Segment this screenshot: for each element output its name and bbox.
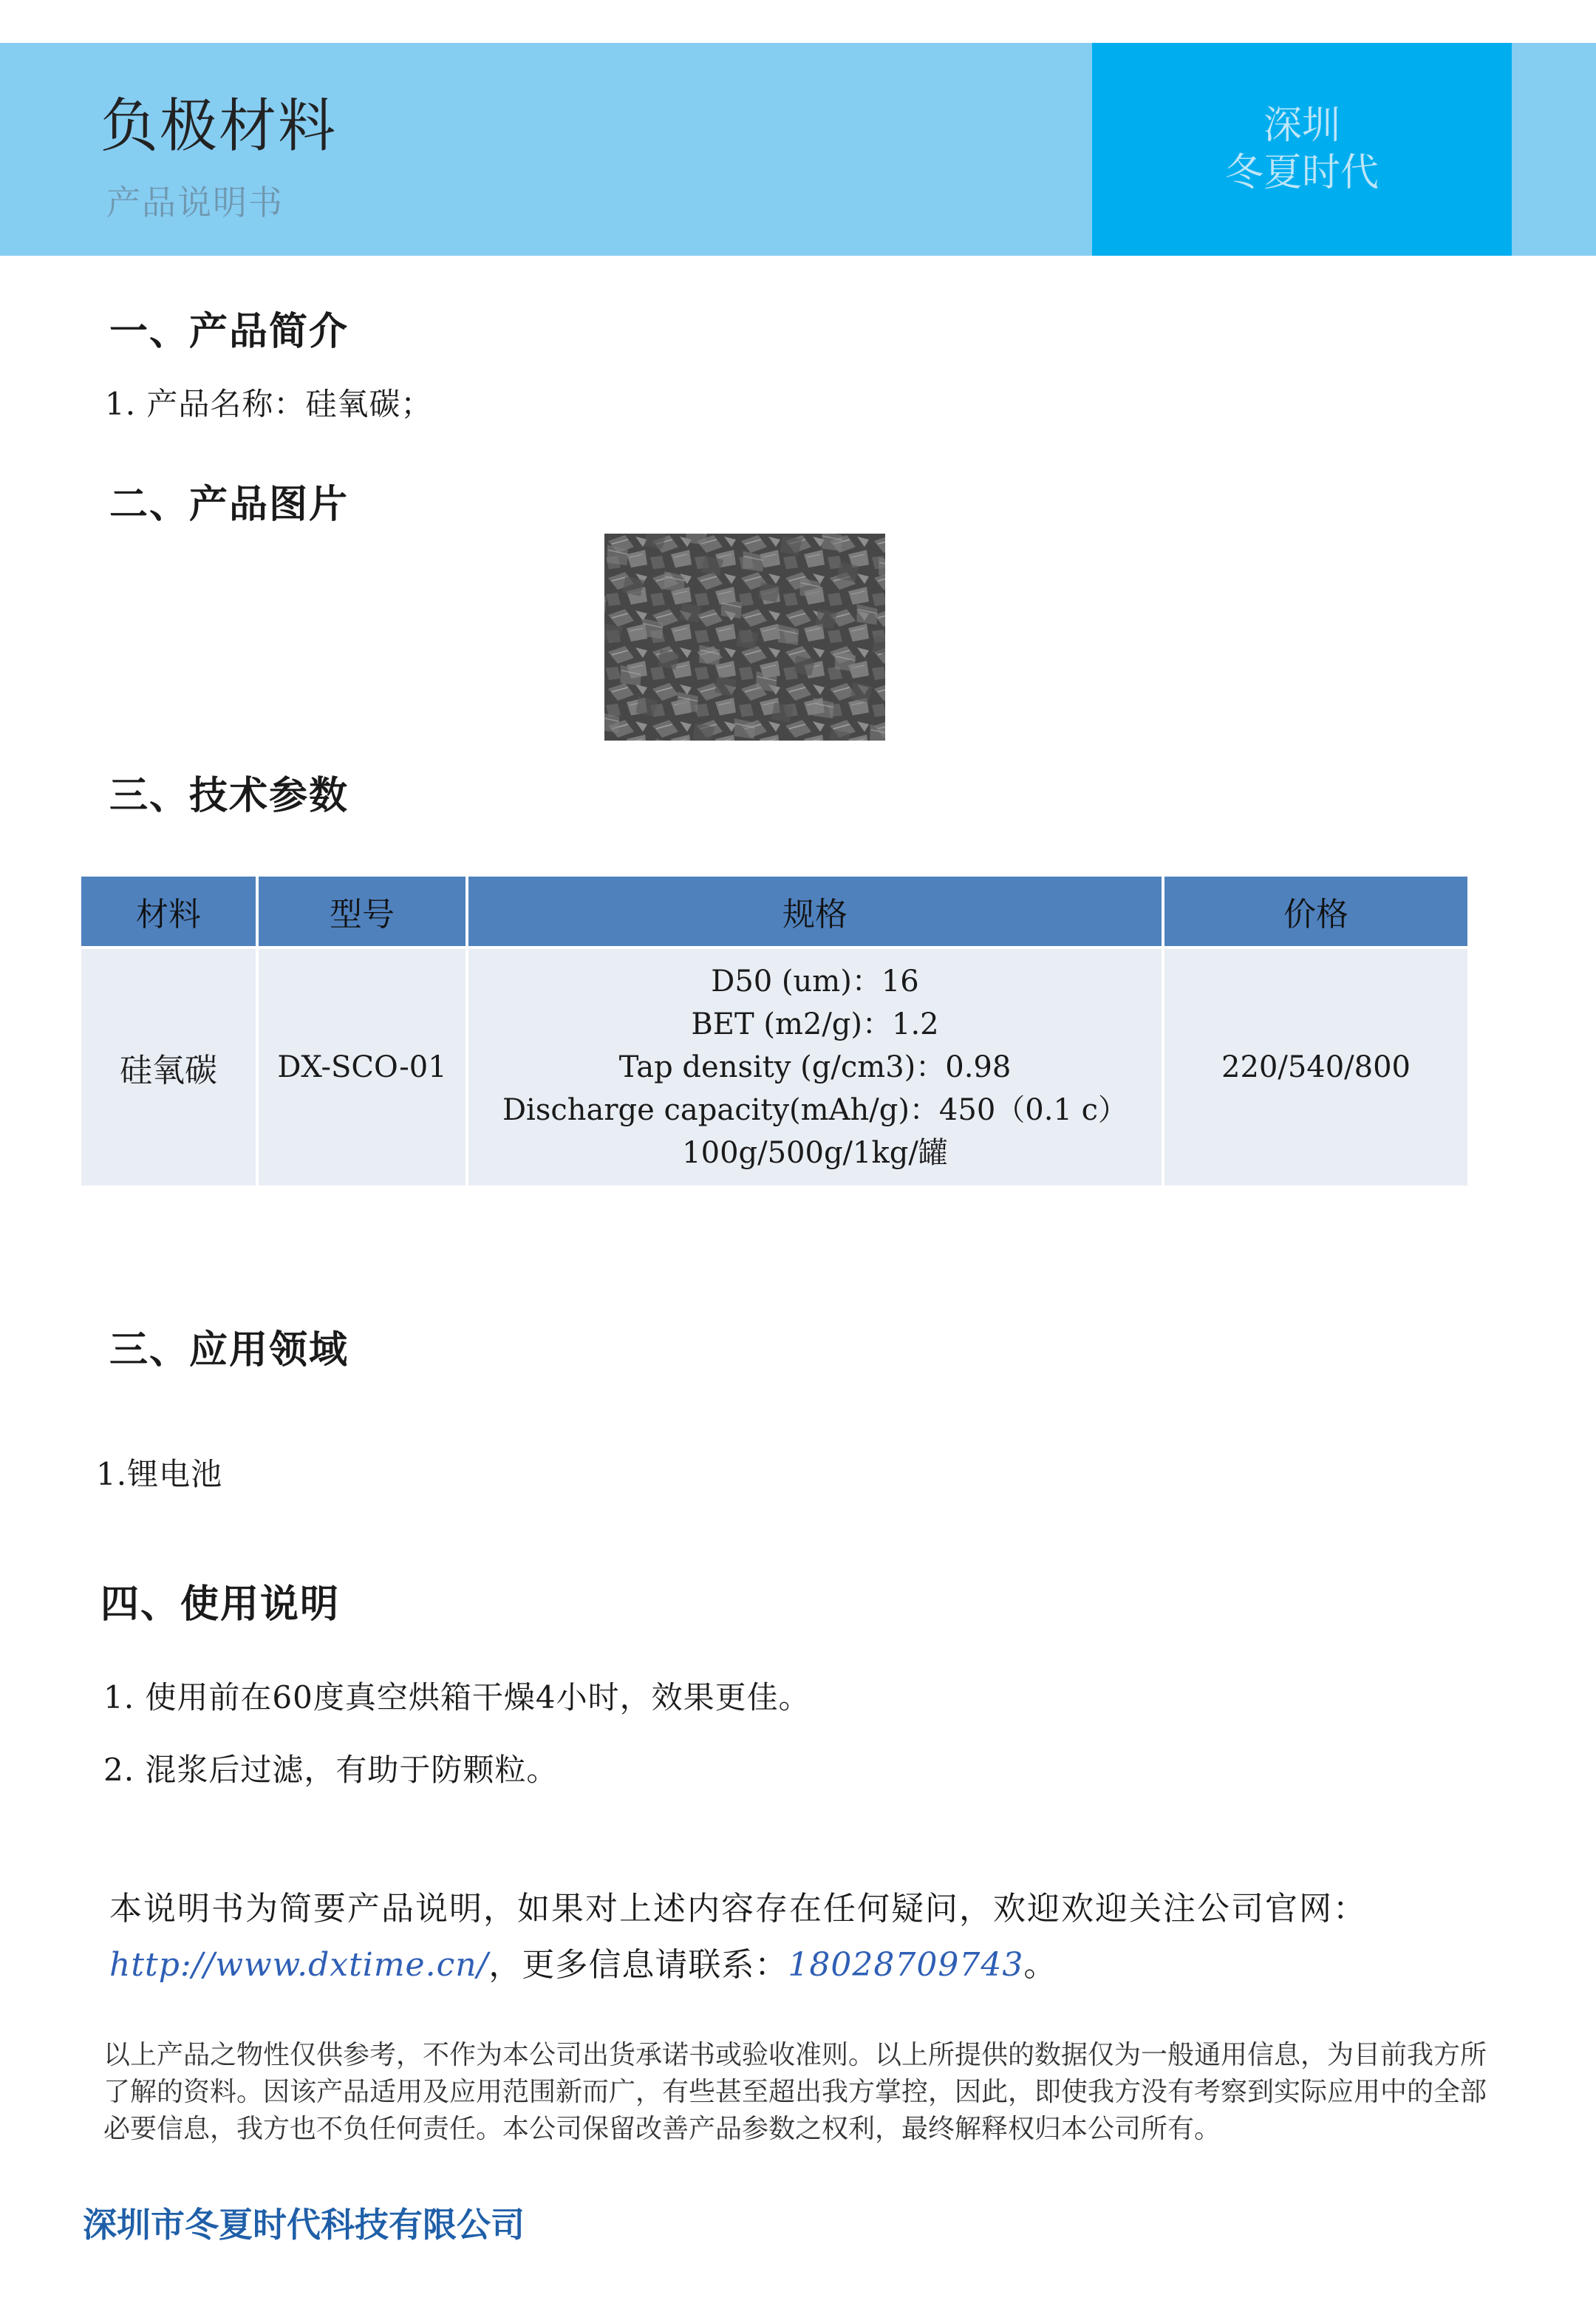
spec-table [78,874,1470,1188]
company-name: 深圳市冬夏时代科技有限公司 [83,2205,525,2245]
table-row [80,948,1469,1187]
table-header-row [80,875,1469,948]
section-intro-heading: 一、产品简介 [109,310,349,354]
spec-bet: BET (m2/g)：1.2 [691,1007,939,1041]
cell-price: 220/540/800 [1163,948,1469,1187]
col-header-material: 材料 [80,875,257,948]
cell-material: 硅氧碳 [80,948,257,1187]
contact-end-text: 。 [1023,1946,1057,1984]
document-title: 负极材料 [100,93,338,160]
usage-item-1: 1. 使用前在60度真空烘箱干燥4小时，效果更佳。 [103,1679,811,1715]
col-header-model: 型号 [257,875,467,948]
application-item: 1.锂电池 [96,1456,223,1492]
contact-intro: 本说明书为简要产品说明，如果对上述内容存在任何疑问，欢迎欢迎关注公司官网： [109,1890,1367,1928]
cell-spec [467,948,1163,1187]
phone-number[interactable]: 18028709743 [788,1946,1024,1984]
brand-name: 冬夏时代 [1224,151,1379,195]
document-subtitle: 产品说明书 [106,183,284,222]
col-header-spec: 规格 [467,875,1163,948]
brand-city: 深圳 [1263,103,1340,148]
spec-d50: D50 (um)：16 [711,965,919,999]
website-link[interactable]: http://www.dxtime.cn/ [109,1946,489,1984]
disclaimer-text: 以上产品之物性仅供参考，不作为本公司出货承诺书或验收准则。以上所提供的数据仅为一般通用信息，为目前我方所了解的资料。因该产品适用及应用范围新而广，有些甚至超出我方掌控，因此，即使我方没有考察到实际应用中的全部必要信息，我方也不负任何责任。本公司保留改善产品参数之权利，最终解释权归本公司所有。 [103,2040,1487,2144]
usage-item-2: 2. 混浆后过滤，有助于防颗粒。 [103,1752,559,1788]
cell-model: DX-SCO-01 [257,948,467,1187]
spec-tap-density: Tap density (g/cm3)：0.98 [618,1050,1012,1084]
section-application-heading: 三、应用领域 [109,1328,349,1373]
brand-box [1092,43,1512,256]
product-sem-image [604,534,885,741]
spec-discharge-capacity: Discharge capacity(mAh/g)：450（0.1 c） [502,1093,1128,1127]
section-params-heading: 三、技术参数 [109,774,349,818]
contact-line [109,1938,1057,1985]
contact-mid-text: ，更多信息请联系： [488,1946,788,1984]
spec-packaging: 100g/500g/1kg/罐 [682,1136,948,1170]
col-header-price: 价格 [1163,875,1469,948]
section-usage-heading: 四、使用说明 [100,1582,341,1627]
product-name-line: 1. 产品名称：硅氧碳； [105,386,433,422]
section-picture-heading: 二、产品图片 [109,483,349,527]
